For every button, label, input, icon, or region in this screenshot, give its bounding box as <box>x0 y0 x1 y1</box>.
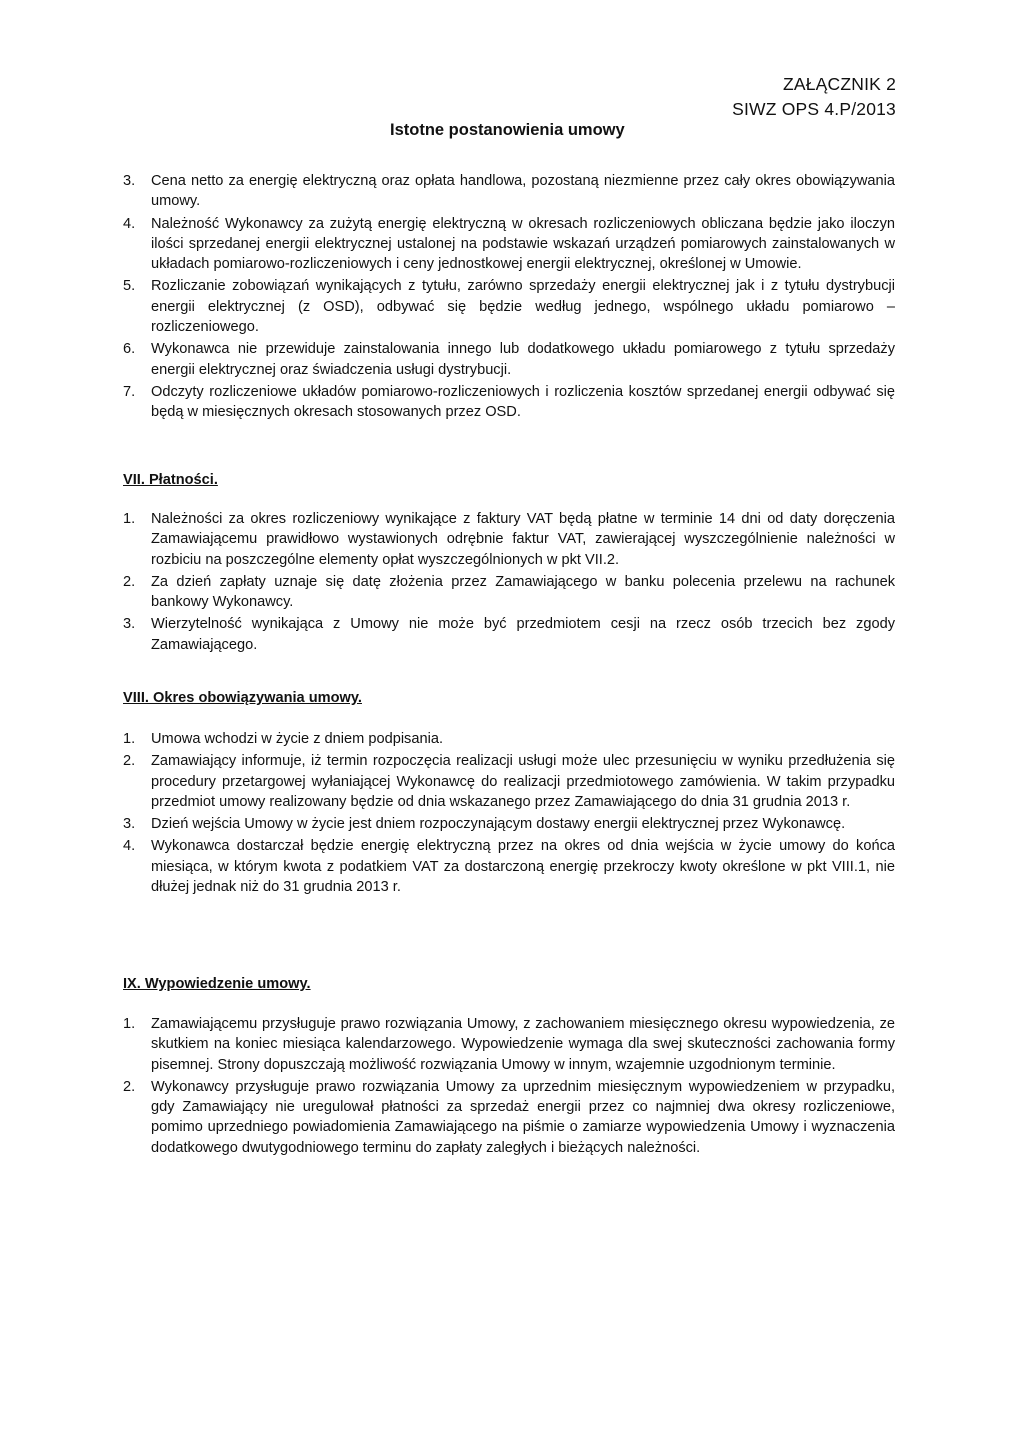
item-text: Wierzytelność wynikająca z Umowy nie może być przedmiotem cesji na rzecz osób trzecich bez zgody Zamawiającego. <box>151 616 895 653</box>
list-item <box>123 276 895 337</box>
reference-number: SIWZ OPS 4.P/2013 <box>732 99 896 119</box>
item-text: Należności za okres rozliczeniowy wynikające z faktury VAT będą płatne w terminie 14 dni od daty doręczenia Zamawiającemu prawidłowo wystawionych odrębnie faktur VAT, zawierającej wyszczególnienie należności w rozbiciu na poszczególne elementy opłat wyszczególnionych w pkt VII.2. <box>151 511 895 568</box>
list-item <box>123 751 895 812</box>
item-number: 5. <box>123 278 136 295</box>
item-number: 2. <box>123 753 136 770</box>
item-number: 4. <box>123 838 136 855</box>
item-text: Dzień wejścia Umowy w życie jest dniem rozpoczynającym dostawy energii elektrycznej przez Wykonawcę. <box>151 816 846 833</box>
section-vi-list <box>123 171 895 423</box>
item-number: 1. <box>123 1016 136 1032</box>
item-number: 4. <box>123 215 136 232</box>
item-text: Wykonawca nie przewiduje zainstalowania innego lub dodatkowego układu pomiarowego z tytułu sprzedaży energii elektrycznej oraz świadczenia usługi dystrybucji. <box>151 341 895 378</box>
list-item <box>123 339 895 380</box>
item-text: Cena netto za energię elektryczną oraz opłata handlowa, pozostaną niezmienne przez cały okres obowiązywania umowy. <box>151 173 895 210</box>
item-text: Zamawiający informuje, iż termin rozpoczęcia realizacji usługi może ulec przesunięciu w wyniku przedłużenia się procedury przetargowej wyłaniającej Wykonawcę do realizacji przedmiotowego zamówienia. W takim przypadku przedmiot umowy realizowany będzie od dnia wskazanego przez Zamawiającego do dnia 31 grudnia 2013 r. <box>151 753 895 810</box>
item-text: Należność Wykonawcy za zużytą energię elektryczną w okresach rozliczeniowych obliczana będzie jako iloczyn ilości sprzedanej energii elektrycznej ustalonej na podstawie wskazań urządzeń pomiarowych zainstalowanych w układach pomiarowo-rozliczeniowych i ceny jednostkowej energii elektrycznej, określonej w Umowie. <box>151 215 895 273</box>
item-number: 7. <box>123 383 136 400</box>
item-number: 3. <box>123 816 136 833</box>
item-number: 2. <box>123 1078 136 1095</box>
attachment-label: ZAŁĄCZNIK 2 <box>782 74 896 94</box>
list-item <box>123 509 895 570</box>
item-number: 3. <box>123 173 136 189</box>
item-text: Rozliczanie zobowiązań wynikających z tytułu, zarówno sprzedaży energii elektrycznej jak i z tytułu dystrybucji energii elektrycznej (z OSD), odbywać się będzie według jednego, wspólnego układu pomiarowo – rozliczeniowego. <box>151 278 895 336</box>
item-number: 1. <box>123 731 136 747</box>
item-number: 2. <box>123 573 136 590</box>
list-item <box>123 572 895 613</box>
item-text: Za dzień zapłaty uznaje się datę złożenia przez Zamawiającego w banku polecenia przelewu na rachunek bankowy Wykonawcy. <box>151 573 895 611</box>
section-ix-list <box>123 1014 895 1158</box>
list-item <box>123 1014 895 1075</box>
item-text: Odczyty rozliczeniowe układów pomiarowo-rozliczeniowych i rozliczenia kosztów sprzedanej energii odbywać się będą w miesięcznych okresach stosowanych przez OSD. <box>151 383 895 421</box>
section-vii-list <box>123 509 895 655</box>
item-text: Wykonawcy przysługuje prawo rozwiązania Umowy za uprzednim miesięcznym wypowiedzeniem w przypadku, gdy Zamawiający nie uregulował płatności za sprzedaż energii przez co najmniej dwa okresy rozliczeniowe, pomimo uprzedniego powiadomienia Zamawiającego na piśmie o zamiarze wypowiedzenia Umowy i wyznaczenia dodatkowego dwutygodniowego terminu do zapłaty zaległych i bieżących należności. <box>151 1078 895 1156</box>
item-number: 6. <box>123 341 136 358</box>
list-item <box>123 214 895 275</box>
list-item <box>123 729 895 749</box>
item-text: Zamawiającemu przysługuje prawo rozwiązania Umowy, z zachowaniem miesięcznego okresu wypowiedzenia, ze skutkiem na koniec miesiąca kalendarzowego. Wypowiedzenie wymaga dla swej skuteczności zachowania formy pisemnej. Strony dopuszczają możliwość rozwiązania Umowy w innym, wzajemnie uzgodnionym terminie. <box>151 1016 895 1073</box>
item-text: Wykonawca dostarczał będzie energię elektryczną przez na okres od dnia wejścia w życie umowy do końca miesiąca, w którym kwota z podatkiem VAT za dostarczoną energię przekroczy kwoty określone w pkt VIII.1, nie dłużej jednak niż do 31 grudnia 2013 r. <box>151 838 895 896</box>
list-item <box>123 1077 895 1158</box>
section-ix-heading: IX. Wypowiedzenie umowy. <box>123 976 311 992</box>
list-item <box>123 814 895 834</box>
item-number: 3. <box>123 616 136 633</box>
list-item <box>123 171 895 212</box>
document-header-right <box>732 72 896 122</box>
item-number: 1. <box>123 511 136 527</box>
section-vii-heading: VII. Płatności. <box>123 472 218 488</box>
list-item <box>123 614 895 655</box>
item-text: Umowa wchodzi w życie z dniem podpisania. <box>151 731 444 747</box>
list-item <box>123 382 895 423</box>
section-viii-heading: VIII. Okres obowiązywania umowy. <box>123 690 362 706</box>
document-title: Istotne postanowienia umowy <box>390 121 625 139</box>
list-item <box>123 836 895 897</box>
section-viii-list <box>123 729 895 897</box>
